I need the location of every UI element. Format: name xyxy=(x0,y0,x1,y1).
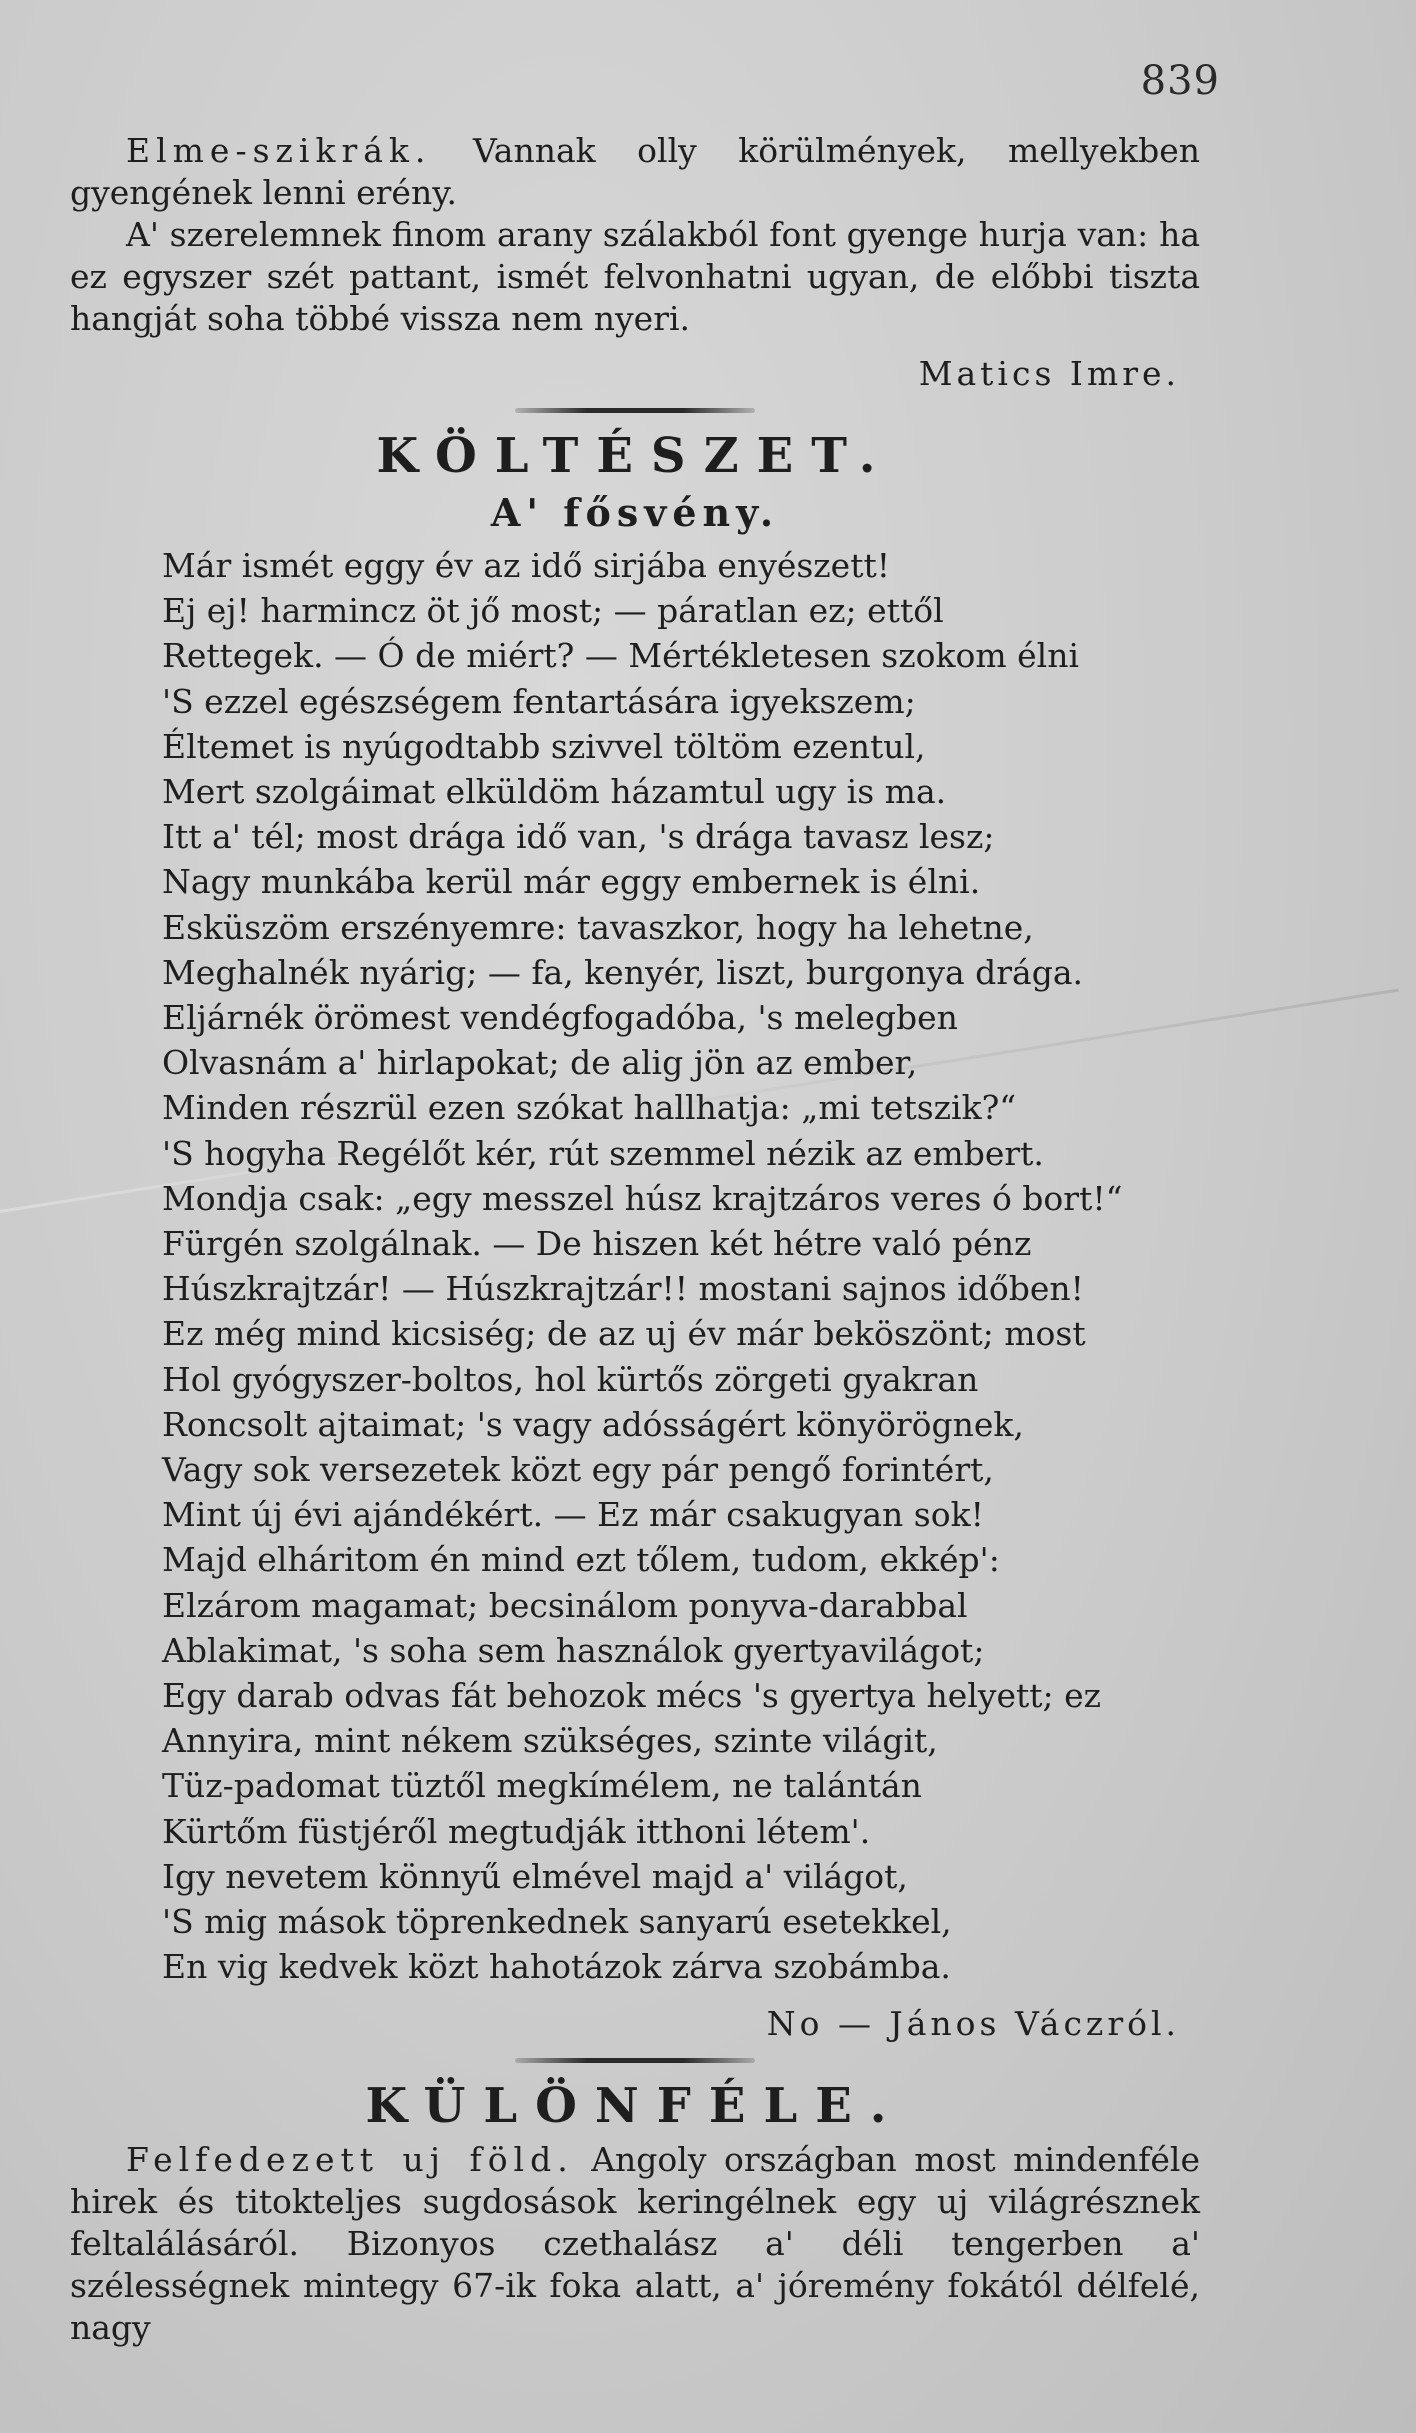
poem-line: Éltemet is nyúgodtabb szivvel töltöm ezentul, xyxy=(162,726,926,766)
page-content xyxy=(70,130,1200,2349)
poem-line: Húszkrajtzár! — Húszkrajtzár!! mostani sajnos időben! xyxy=(162,1269,1084,1309)
poem-line: Minden részrül ezen szókat hallhatja: „mi tetszik?“ xyxy=(162,1088,1017,1128)
misc-paragraph xyxy=(70,2139,1200,2349)
section-divider-2 xyxy=(515,2058,755,2063)
poem-line: Mondja csak: „egy messzel húsz krajtzáros veres ó bort!“ xyxy=(162,1178,1123,1218)
poem-line: Egy darab odvas fát behozok mécs 's gyertya helyett; ez xyxy=(162,1676,1102,1716)
poem-line: Hol gyógyszer-boltos, hol kürtős zörgeti gyakran xyxy=(162,1359,979,1399)
poem-line: Ez még mind kicsiség; de az uj év már beköszönt; most xyxy=(162,1314,1086,1354)
poem-line: Igy nevetem könnyű elmével majd a' világot, xyxy=(162,1856,908,1896)
poem-line: Roncsolt ajtaimat; 's vagy adósságért könyörögnek, xyxy=(162,1404,1024,1444)
misc-lead: Felfedezett uj föld. xyxy=(126,2139,574,2179)
poem-line: Itt a' tél; most drága idő van, 's drága tavasz lesz; xyxy=(162,817,995,857)
poem-line: Fürgén szolgálnak. — De hiszen két hétre való pénz xyxy=(162,1224,1032,1264)
poem-line: Vagy sok versezetek közt egy pár pengő forintért, xyxy=(162,1450,994,1490)
poem-line: Nagy munkába kerül már eggy embernek is élni. xyxy=(162,862,981,902)
section-divider-1 xyxy=(515,408,755,413)
intro-paragraph-1 xyxy=(70,130,1200,214)
poem-line: 'S ezzel egészségem fentartására igyekszem; xyxy=(162,681,916,721)
poem-line: Eljárnék örömest vendégfogadóba, 's melegben xyxy=(162,998,958,1038)
poem-line: Kürtőm füstjéről megtudják itthoni létem'. xyxy=(162,1811,871,1851)
poem-line: Mint új évi ajándékért. — Ez már csakugyan sok! xyxy=(162,1495,984,1535)
poetry-section-heading: KÖLTÉSZET. xyxy=(376,428,894,484)
poem-line: 'S hogyha Regélőt kér, rút szemmel nézik az embert. xyxy=(162,1133,1044,1173)
intro-paragraph-2: A' szerelemnek finom arany szálakból font gyenge hurja van: ha ez egyszer szét pattant, ismét felvonhatni ugyan, de előbbi tiszta hangját soha többé vissza nem nyeri. xyxy=(70,215,1200,338)
poem-lines xyxy=(70,543,1200,1990)
poem-line: Ej ej! harmincz öt jő most; — páratlan ez; ettől xyxy=(162,591,944,631)
page-number: 839 xyxy=(1140,58,1220,104)
poem-line: Rettegek. — Ó de miért? — Mértékletesen szokom élni xyxy=(162,636,1080,676)
poem-title: A' fősvény. xyxy=(490,490,780,535)
poem-line: 'S mig mások töprenkednek sanyarú esetekkel, xyxy=(162,1902,952,1942)
poem-line: Olvasnám a' hirlapokat; de alig jön az ember, xyxy=(162,1043,918,1083)
poem-line: Már ismét eggy év az idő sirjába enyészett! xyxy=(162,546,890,585)
intro-lead: Elme-szikrák. xyxy=(126,131,432,170)
poem-line: Annyira, mint nékem szükséges, szinte világit, xyxy=(162,1721,938,1761)
poem-line: Elzárom magamat; becsinálom ponyva-darabbal xyxy=(162,1585,968,1625)
misc-section-heading: KÜLÖNFÉLE. xyxy=(365,2077,905,2134)
poem-line: En vig kedvek közt hahotázok zárva szobámba. xyxy=(162,1947,951,1987)
poem-line: Ablakimat, 's soha sem használok gyertyavilágot; xyxy=(162,1630,985,1670)
poem-line: Meghalnék nyárig; — fa, kenyér, liszt, burgonya drága. xyxy=(162,952,1084,992)
poem-signature: No — János Váczról. xyxy=(766,2003,1180,2043)
misc-text: Angoly országban most mindenféle hirek és titokteljes sugdosások keringélnek egy uj világrésznek feltalálásáról. Bizonyos czethalász a' déli tengerben a' szélességnek mintegy 67-ik foka alatt, a' jóremény fokától délfelé, nagy xyxy=(70,2139,1200,2347)
poem-line: Esküszöm erszényemre: tavaszkor, hogy ha lehetne, xyxy=(162,907,1034,947)
intro-text-1: Vannak olly körülmények, mellyekben gyengének lenni erény. xyxy=(70,131,1200,212)
poem-line: Mert szolgáimat elküldöm házamtul ugy is ma. xyxy=(162,772,947,812)
intro-signature: Matics Imre. xyxy=(918,354,1180,393)
poem-line: Majd elháritom én mind ezt tőlem, tudom, ekkép': xyxy=(162,1540,1000,1580)
poem-line: Tüz-padomat tüztől megkímélem, ne talántán xyxy=(162,1766,922,1806)
